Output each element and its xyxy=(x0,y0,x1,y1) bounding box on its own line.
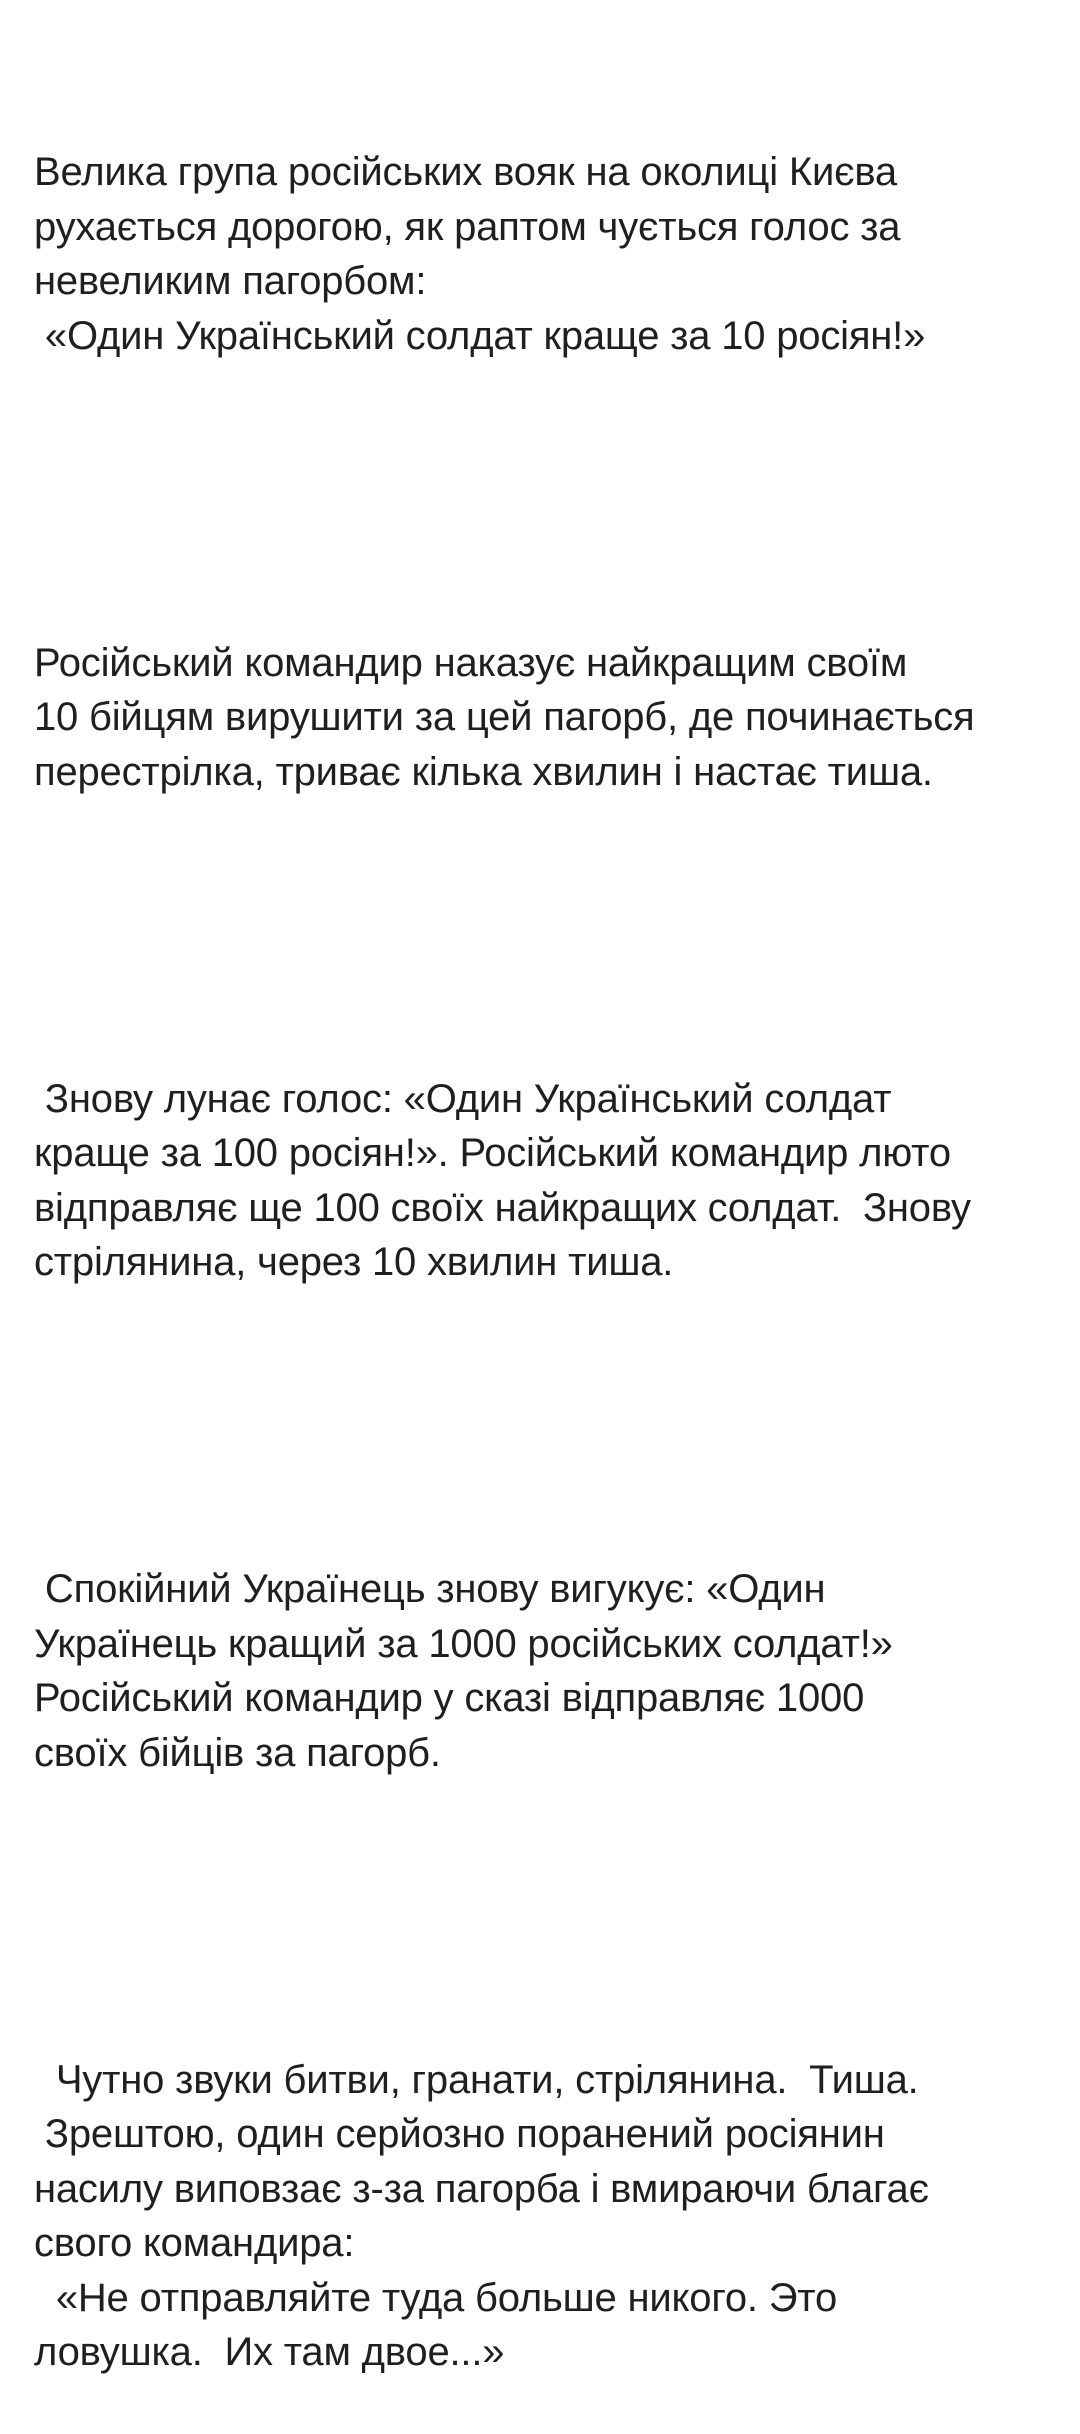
paragraph-1: Велика група російських вояк на околиці Києва рухається дорогою, як раптом чується голос за невеликим пагорбом: «Один Український солдат краще за 10 росіян!» xyxy=(34,150,926,358)
paragraph-spacer xyxy=(34,908,1059,963)
paragraph-spacer xyxy=(34,472,1059,527)
paragraph-3: Знову лунає голос: «Один Український солдат краще за 100 росіян!». Російський командир люто відправляє ще 100 своїх найкращих солдат. Знову стрілянина, через 10 хвилин тиша. xyxy=(34,1076,971,1284)
paragraph-2: Російський командир наказує найкращим своїм 10 бійцям вирушити за цей пагорб, де починається перестрілка, триває кілька хвилин і настає тиша. xyxy=(34,640,975,794)
paragraph-spacer xyxy=(34,1399,1059,1454)
paragraph-spacer xyxy=(34,1889,1059,1944)
paragraph-4: Спокійний Українець знову вигукує: «Один Українець кращий за 1000 російських солдат!» Російський командир у сказі відправляє 1000 своїх бійців за пагорб. xyxy=(34,1567,893,1775)
message-text-body xyxy=(34,36,1059,2434)
paragraph-5: Чутно звуки битви, гранати, стрілянина. Тиша. Зрештою, один серйозно поранений росіянин насилу виповзає з-за пагорба і вмираючи благає свого командира: «Не отправляйте туда больше никого. Это ловушка. Их там двое...» xyxy=(34,2057,929,2374)
